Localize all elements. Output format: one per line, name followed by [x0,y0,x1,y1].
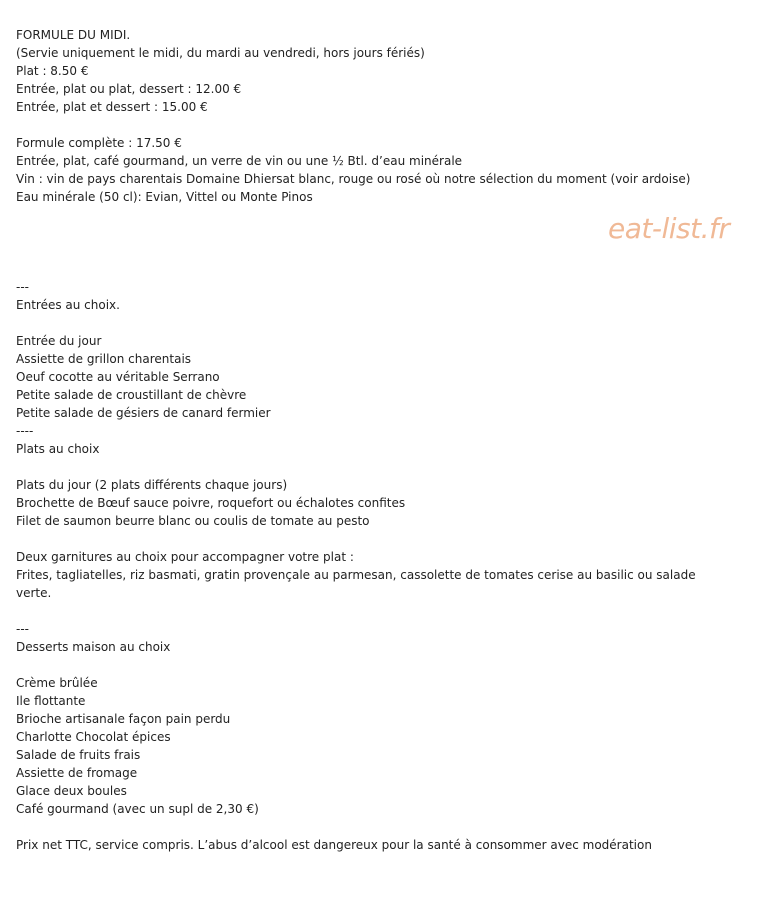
list-item: Assiette de fromage [16,766,138,780]
section-separator: --- [16,622,29,636]
menu-document [16,26,716,854]
formule-subtitle: (Servie uniquement le midi, du mardi au vendredi, hors jours fériés) [16,46,425,60]
spacer [16,314,716,332]
desserts-heading: Desserts maison au choix [16,640,171,654]
list-item: Brochette de Bœuf sauce poivre, roquefort ou échalotes confites [16,496,406,510]
spacer [16,530,716,548]
list-item: Brioche artisanale façon pain perdu [16,712,231,726]
entrees-heading: Entrées au choix. [16,298,120,312]
list-item: Ile flottante [16,694,86,708]
list-item: Charlotte Chocolat épices [16,730,171,744]
spacer [16,458,716,476]
list-item: Petite salade de gésiers de canard fermier [16,406,271,420]
spacer [16,116,716,134]
spacer [16,602,716,620]
list-item: Crème brûlée [16,676,98,690]
water-info: Eau minérale (50 cl): Evian, Vittel ou Monte Pinos [16,190,313,204]
price-plat: Plat : 8.50 € [16,64,89,78]
list-item: Entrée du jour [16,334,102,348]
list-item: Oeuf cocotte au véritable Serrano [16,370,220,384]
garnitures-list: Frites, tagliatelles, riz basmati, gratin provençale au parmesan, cassolette de tomates cerise au basilic ou salade verte. [16,568,696,600]
formule-title: FORMULE DU MIDI. [16,28,131,42]
section-separator: ---- [16,424,34,438]
list-item: Filet de saumon beurre blanc ou coulis de tomate au pesto [16,514,370,528]
garnitures-intro: Deux garnitures au choix pour accompagner votre plat : [16,550,354,564]
spacer [16,656,716,674]
formule-complete-title: Formule complète : 17.50 € [16,136,182,150]
footer-note: Prix net TTC, service compris. L’abus d’alcool est dangereux pour la santé à consommer avec modération [16,838,652,852]
wine-info: Vin : vin de pays charentais Domaine Dhiersat blanc, rouge ou rosé où notre sélection du moment (voir ardoise) [16,172,691,186]
formule-complete-description: Entrée, plat, café gourmand, un verre de vin ou une ½ Btl. d’eau minérale [16,154,463,168]
spacer [16,818,716,836]
watermark: eat-list.fr [608,212,730,245]
list-item: Petite salade de croustillant de chèvre [16,388,247,402]
section-separator: --- [16,280,29,294]
list-item: Café gourmand (avec un supl de 2,30 €) [16,802,259,816]
list-item: Glace deux boules [16,784,127,798]
price-entree-plat-or-plat-dessert: Entrée, plat ou plat, dessert : 12.00 € [16,82,242,96]
plats-heading: Plats au choix [16,442,100,456]
list-item: Plats du jour (2 plats différents chaque jours) [16,478,288,492]
price-entree-plat-dessert: Entrée, plat et dessert : 15.00 € [16,100,208,114]
list-item: Assiette de grillon charentais [16,352,192,366]
list-item: Salade de fruits frais [16,748,141,762]
